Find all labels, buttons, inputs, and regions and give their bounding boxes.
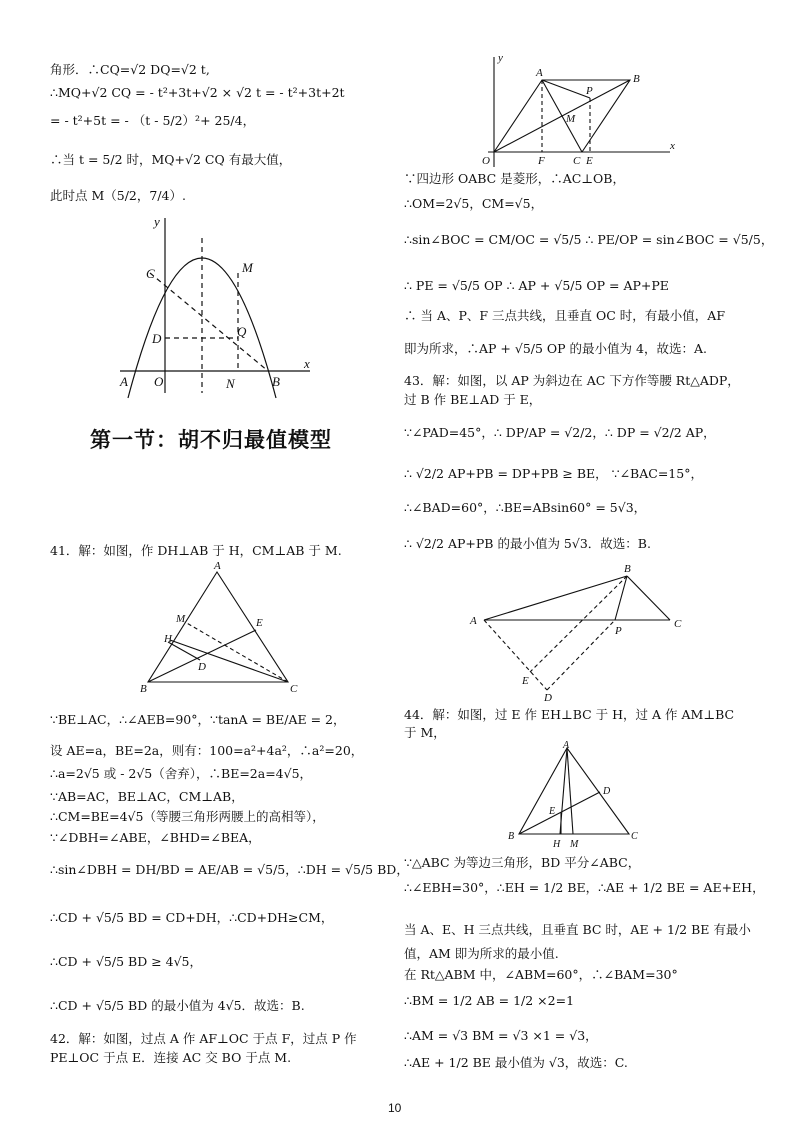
triangle-44-figure: [505, 740, 645, 850]
q43-intro-2: 过 B 作 BE⊥AD 于 E，: [404, 392, 542, 407]
label-M: M: [242, 260, 253, 275]
t44-label-A: A: [563, 740, 570, 751]
q44-line-7: ∴AM = √3 BM = √3 ×1 = √3，: [404, 1028, 598, 1043]
line-cq-dq: 角形．∴CQ=√2 DQ=√2 t,: [50, 62, 210, 77]
label-O: O: [154, 374, 164, 389]
q42-line-4: ∴ PE = √5/5 OP ∴ AP + √5/5 OP = AP+PE: [404, 278, 669, 293]
q43-line-2: ∴ √2/2 AP+PB = DP+PB ≥ BE， ∵∠BAC=15°，: [404, 466, 703, 481]
label-C: C: [146, 266, 155, 281]
q41-line-2: 设 AE=a，BE=2a，则有：100=a²+4a²，∴a²=20，: [50, 743, 364, 758]
t41-label-M: M: [176, 613, 186, 625]
t41-label-E: E: [256, 617, 263, 629]
rh-label-O: O: [482, 155, 490, 167]
q44-intro-2: 于 M，: [404, 725, 446, 740]
page-number: 10: [388, 1101, 402, 1115]
q44-line-8: ∴AE + 1/2 BE 最小值为 √3，故选：C.: [404, 1055, 628, 1070]
q42-intro-1: 42．解：如图，过点 A 作 AF⊥OC 于点 F，过点 P 作: [50, 1031, 357, 1046]
parabola-figure: [110, 208, 320, 398]
t41-label-H: H: [164, 633, 172, 645]
f43-label-P: P: [615, 625, 622, 637]
rh-label-E: E: [586, 155, 593, 167]
rh-label-F: F: [538, 155, 545, 167]
q41-line-8: ∴CD + √5/5 BD = CD+DH，∴CD+DH≥CM，: [50, 910, 334, 925]
q44-line-5: 在 Rt△ABM 中，∠ABM=60°，∴∠BAM=30°: [404, 967, 678, 982]
label-Q: Q: [237, 324, 247, 339]
q42-line-3: ∴sin∠BOC = CM/OC = √5/5 ∴ PE/OP = sin∠BOC = √5/5，: [404, 232, 774, 247]
rhombus-figure: [470, 52, 680, 172]
q42-intro-2: PE⊥OC 于点 E．连接 AC 交 BO 于点 M.: [50, 1050, 292, 1065]
q41-line-5: ∴CM=BE=4√5（等腰三角形两腰上的高相等），: [50, 809, 325, 824]
q41-line-6: ∵∠DBH=∠ABE，∠BHD=∠BEA，: [50, 830, 261, 845]
label-x: x: [304, 356, 310, 371]
q41-line-9: ∴CD + √5/5 BD ≥ 4√5，: [50, 954, 203, 969]
q41-line-4: ∵AB=AC，BE⊥AC，CM⊥AB，: [50, 789, 244, 804]
t41-label-C: C: [290, 683, 298, 695]
triangle-41-figure: [138, 560, 308, 695]
f43-label-B: B: [624, 563, 631, 575]
label-B: B: [272, 374, 280, 389]
line-completing-square: = - t²+5t = - （t - 5/2）²+ 25/4，: [50, 113, 256, 128]
t44-label-M: M: [570, 839, 579, 850]
rh-label-C: C: [573, 155, 581, 167]
label-D: D: [152, 331, 162, 346]
t44-label-B: B: [508, 831, 515, 842]
section-title: 第一节：胡不归最值模型: [90, 428, 332, 452]
f43-label-D: D: [544, 692, 552, 704]
q44-line-2: ∴∠EBH=30°，∴EH = 1/2 BE，∴AE + 1/2 BE = AE+EH，: [404, 880, 765, 895]
q44-line-4: 值，AM 即为所求的最小值.: [404, 946, 559, 961]
t44-label-H: H: [553, 839, 561, 850]
t44-label-C: C: [631, 831, 638, 842]
t41-label-A: A: [214, 560, 221, 572]
q41-line-1: ∵BE⊥AC，∴∠AEB=90°，∵tanA = BE/AE = 2，: [50, 712, 346, 727]
rh-label-x: x: [670, 140, 675, 152]
line-point-m: 此时点 M（5/2，7/4）.: [50, 188, 186, 203]
label-y: y: [154, 214, 160, 229]
label-N: N: [226, 376, 235, 391]
f43-label-A: A: [470, 615, 477, 627]
q43-line-3: ∴∠BAD=60°，∴BE=ABsin60° = 5√3，: [404, 500, 647, 515]
f43-label-C: C: [674, 618, 682, 630]
t44-label-D: D: [603, 786, 611, 797]
rh-label-y: y: [498, 52, 503, 64]
q43-line-4: ∴ √2/2 AP+PB 的最小值为 5√3．故选：B.: [404, 536, 651, 551]
q41-line-10: ∴CD + √5/5 BD 的最小值为 4√5．故选：B.: [50, 998, 305, 1013]
q42-line-1: ∵四边形 OABC 是菱形，∴AC⊥OB，: [404, 171, 625, 186]
f43-label-E: E: [522, 675, 529, 687]
q44-intro-1: 44．解：如图，过 E 作 EH⊥BC 于 H，过 A 作 AM⊥BC: [404, 707, 735, 722]
rh-label-A: A: [536, 67, 543, 79]
label-A: A: [120, 374, 128, 389]
t41-label-B: B: [140, 683, 147, 695]
rh-label-M: M: [566, 113, 576, 125]
q42-line-6: 即为所求，∴AP + √5/5 OP 的最小值为 4，故选：A.: [404, 341, 707, 356]
line-max-condition: ∴当 t = 5/2 时，MQ+√2 CQ 有最大值，: [50, 152, 292, 167]
q41-line-3: ∴a=2√5 或 - 2√5（舍弃），∴BE=2a=4√5，: [50, 766, 313, 781]
q43-line-1: ∵∠PAD=45°，∴ DP/AP = √2/2，∴ DP = √2/2 AP，: [404, 425, 716, 440]
figure-43: [462, 562, 692, 702]
q43-intro-1: 43．解：如图，以 AP 为斜边在 AC 下方作等腰 Rt△ADP，: [404, 373, 740, 388]
q42-line-2: ∴OM=2√5，CM=√5，: [404, 196, 544, 211]
rh-label-B: B: [633, 73, 640, 85]
q41-intro: 41．解：如图，作 DH⊥AB 于 H，CM⊥AB 于 M.: [50, 543, 342, 558]
q44-line-6: ∴BM = 1/2 AB = 1/2 ×2=1: [404, 993, 575, 1008]
q42-line-5: ∴ 当 A、P、F 三点共线，且垂直 OC 时，有最小值，AF: [404, 308, 725, 323]
rh-label-P: P: [586, 85, 593, 97]
t44-label-E: E: [549, 806, 556, 817]
line-mq-expression: ∴MQ+√2 CQ = - t²+3t+√2 × √2 t = - t²+3t+2t: [50, 85, 345, 100]
q41-line-7: ∴sin∠DBH = DH/BD = AE/AB = √5/5，∴DH = √5/5 BD，: [50, 862, 409, 877]
q44-line-1: ∵△ABC 为等边三角形，BD 平分∠ABC，: [404, 855, 641, 870]
t41-label-D: D: [198, 661, 206, 673]
q44-line-3: 当 A、E、H 三点共线，且垂直 BC 时，AE + 1/2 BE 有最小: [404, 922, 751, 937]
